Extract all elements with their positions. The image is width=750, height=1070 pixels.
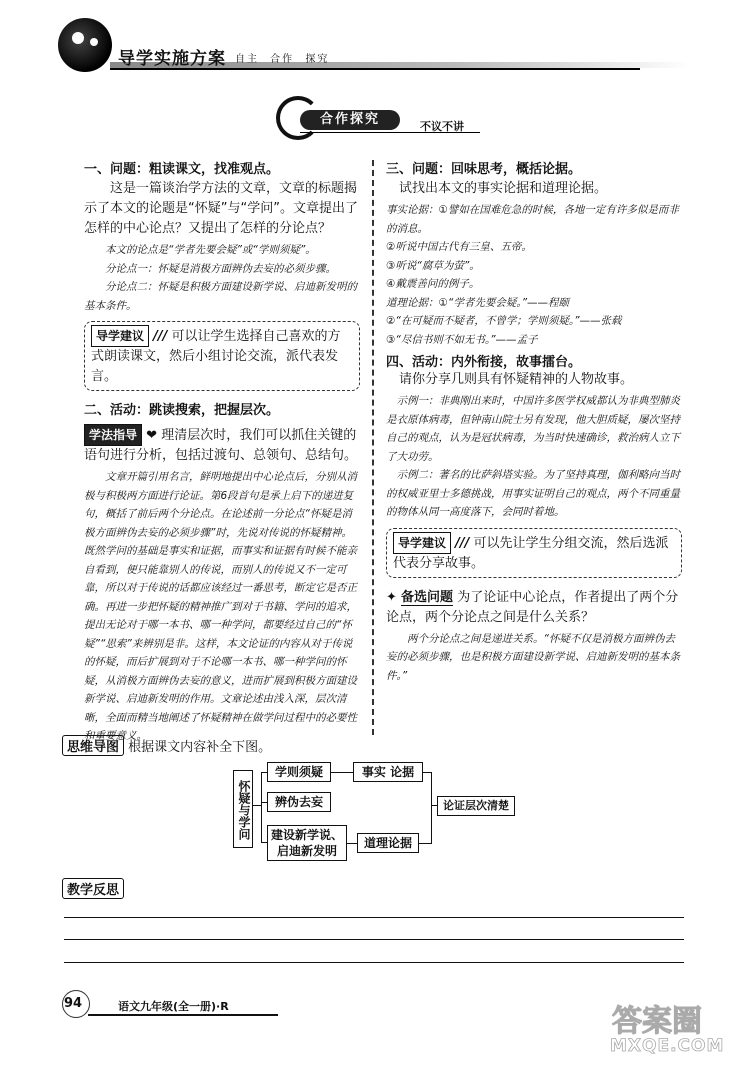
q3-answer-5: 道理论据：①“学者先要会疑。”——程颐 <box>386 296 570 309</box>
q3-answer-3: ③听说“腐草为萤”。 <box>386 259 480 272</box>
q4-body: 请你分享几则具有怀疑精神的人物故事。 <box>399 372 634 387</box>
tip2-slashes: /// <box>455 535 470 551</box>
q4-heading: 四、活动：内外衔接，故事擂台。 <box>386 355 582 370</box>
right-column <box>386 158 682 685</box>
q2-answer: 文章开篇引用名言，鲜明地提出中心论点后，分别从消极与积极两方面进行论证。第6段首句是承上启下的递进复句，概括了前后两个分论点。在论述前一分论点“怀疑是消极方面辨伪去妄的必须步骤”时，先说对传说的怀疑精神。既然学问的基础是事实和证据，而事实和证据有时候不能亲自看到，便只能靠别人的传说，而别人的传说又不一定可靠，所以对于传说的话都应该经过一番思考，断定它是否正确。再进一步把怀疑的精神推广到对于书籍、学问的追求，提出无论对于哪一本书、哪一种学问，都要经过自己的“怀疑”“思索”来辨别是非。这样，本文论证的内容从对于传说的怀疑，而后扩展到对于不论哪一本书、哪一种学问的怀疑，从消极方面辨伪去妄的意义，进而扩展到积极方面建设新学说、启迪新发明的作用。文章论述由浅入深，层次清晰，全面而精当地阐述了怀疑精神在做学问过程中的必要性和重要意义。 <box>84 471 357 742</box>
reflection-line-2 <box>64 939 684 940</box>
q1-answer-2: 分论点一：怀疑是消极方面辨伪去妄的必须步骤。 <box>105 262 336 275</box>
q1-answer-1: 本文的论点是“学者先要会疑”或“学则须疑”。 <box>105 244 316 256</box>
mindmap-node-3: 建设新学说、启迪新发明 <box>267 825 347 861</box>
q1-body: 这是一篇谈治学方法的文章，文章的标题揭示了本文的论题是“怀疑”与“学问”。文章提出了怎样的中心论点？又提出了怎样的分论点？ <box>84 181 358 236</box>
header-logo <box>58 18 112 72</box>
tip2-text: 可以先让学生分组交流，然后选派代表分享故事。 <box>393 535 669 571</box>
header-subtitle: 自主 合作 探究 <box>235 54 330 65</box>
mindmap-conclusion: 论证层次清楚 <box>437 796 515 816</box>
backup-label: 备选问题 <box>401 589 454 605</box>
backup-line <box>386 588 682 628</box>
mindmap-node-2: 辨伪去妄 <box>267 792 331 812</box>
reflection-line-1 <box>64 917 684 918</box>
tip1-box <box>84 321 360 391</box>
page-number-circle <box>62 990 90 1018</box>
footer-rule <box>88 1014 278 1016</box>
q2-body: 理清层次时，我们可以抓住关键的语句进行分析，包括过渡句、总领句、总结句。 <box>84 428 358 463</box>
q3-answer-2: ②听说中国古代有三皇、五帝。 <box>386 241 532 253</box>
reflection-header <box>62 878 124 899</box>
q3-body: 试找出本文的事实论据和道理论据。 <box>399 181 608 196</box>
mindmap-root: 怀疑与学问 <box>233 770 253 848</box>
q3-answer-4: ④戴震善问的例子。 <box>386 278 480 290</box>
mindmap-label: 思维导图 <box>62 735 124 756</box>
q1-heading: 一、问题：粗读课文，找准观点。 <box>84 162 280 177</box>
q2-heading: 二、活动：跳读搜索，把握层次。 <box>84 403 280 418</box>
q2-body-line <box>84 424 360 466</box>
left-column <box>84 158 360 746</box>
section-badge <box>270 92 432 134</box>
backup-answer: 两个分论点之间是递进关系。“怀疑不仅是消极方面辨伪去妄的必须步骤，也是积极方面建设新学说、启迪新发明的基本条件。” <box>386 632 680 682</box>
watermark-text: 答案圈 <box>612 1004 702 1039</box>
watermark-url: MXQE.COM <box>610 1036 725 1056</box>
heart-icon: ❤ <box>146 428 158 443</box>
page-number: 94 <box>64 996 83 1011</box>
column-divider <box>372 160 374 735</box>
backup-body: 为了论证中心论点，作者提出了两个分论点，两个分论点之间是什么关系？ <box>386 589 679 625</box>
mindmap-header <box>62 735 271 756</box>
reflection-label: 教学反思 <box>62 878 124 899</box>
reflection-line-3 <box>64 962 684 963</box>
footer-book: 语文九年级(全一册)·R <box>118 1000 229 1013</box>
sparkle-icon: ✦ <box>386 589 397 605</box>
tip2-label: 导学建议 <box>393 532 451 554</box>
tip1-label: 导学建议 <box>91 325 149 347</box>
q2-label: 学法指导 <box>84 424 142 446</box>
mindmap-instruction: 根据课文内容补全下图。 <box>128 740 272 755</box>
q3-answer-1: 事实论据：①譬如在国难危急的时候，各地一定有许多似是而非的消息。 <box>386 204 679 235</box>
q3-answer-6: ②“在可疑而不疑者，不曾学；学则须疑。”——张载 <box>386 315 622 327</box>
q4-answer-1: 示例一：非典刚出来时，中国许多医学权威都认为非典型肺炎是衣原体病毒，但钟南山院士另有发现，他大胆质疑，屡次坚持自己的观点，认为是冠状病毒，为当时快速确诊，救治病人立下了大功劳。 <box>386 395 680 463</box>
mindmap-fact-evidence: 事实 论据 <box>353 762 423 782</box>
tip1-text: 可以让学生选择自己喜欢的方式朗读课文，然后小组讨论交流，派代表发言。 <box>91 329 341 384</box>
mindmap-node-1: 学则须疑 <box>267 762 331 782</box>
mindmap-reason-evidence: 道理论据 <box>357 833 419 853</box>
tip2-box <box>386 528 682 578</box>
section-badge-tag: 不议不讲 <box>420 120 464 133</box>
section-badge-label: 合作探究 <box>300 110 400 130</box>
header-title: 导学实施方案 <box>118 49 226 69</box>
tip1-slashes: /// <box>153 329 168 344</box>
q3-heading: 三、问题：回味思考，概括论据。 <box>386 162 582 177</box>
q3-answer-7: ③“尽信书则不如无书。”——孟子 <box>386 333 538 346</box>
q4-answer-2: 示例二：著名的比萨斜塔实验。为了坚持真理，伽利略向当时的权威亚里士多德挑战，用事实证明自己的观点，两个不同重量的物体从同一高度落下，会同时着地。 <box>386 469 680 518</box>
q1-answer-3: 分论点二：怀疑是积极方面建设新学说、启迪新发明的基本条件。 <box>84 281 357 312</box>
